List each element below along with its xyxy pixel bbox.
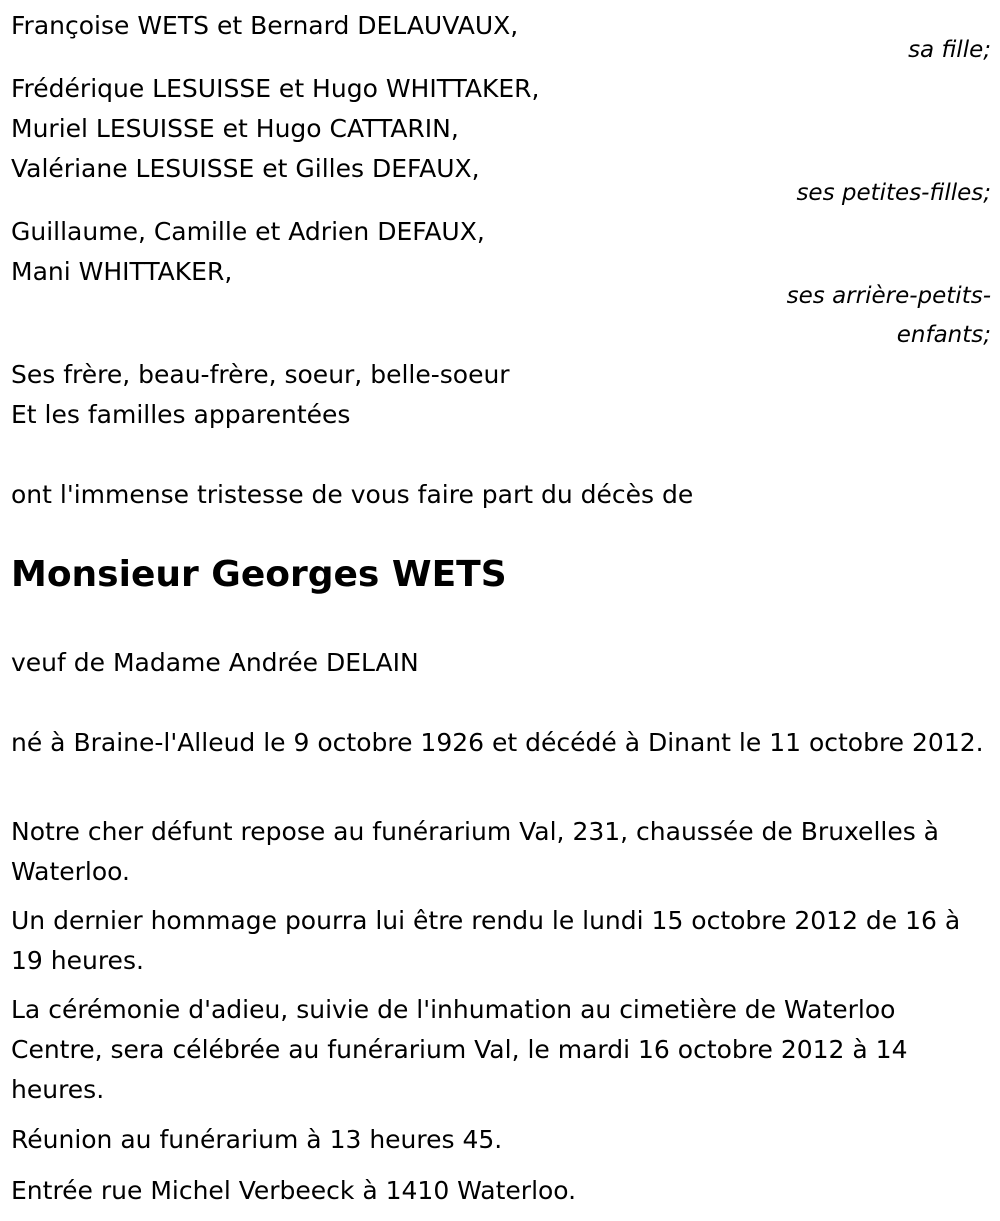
granddaughter-line-2: Muriel LESUISSE et Hugo CATTARIN, [11,114,459,143]
announcement-line: ont l'immense tristesse de vous faire part du décès de [11,480,694,509]
daughter-role: sa fille; [908,37,991,63]
deceased-name: Monsieur Georges WETS [11,554,507,595]
granddaughters-role: ses petites-filles; [796,180,991,206]
daughter-line: Françoise WETS et Bernard DELAUVAUX, [11,11,519,40]
tribute-paragraph: Un dernier hommage pourra lui être rendu le lundi 15 octobre 2012 de 16 à 19 heures. [11,906,961,975]
granddaughter-line-3: Valériane LESUISSE et Gilles DEFAUX, [11,154,480,183]
great-grandchildren-role-line-2: enfants; [896,322,991,348]
birth-death-paragraph: né à Braine-l'Alleud le 9 octobre 1926 et décédé à Dinant le 11 octobre 2012. [11,728,984,757]
rest-place-paragraph: Notre cher défunt repose au funérarium Val, 231, chaussée de Bruxelles à Waterloo. [11,817,940,886]
great-grandchildren-role-line-1: ses arrière-petits- [786,283,991,309]
siblings-line: Ses frère, beau-frère, soeur, belle-soeur [11,360,510,389]
entrance-paragraph: Entrée rue Michel Verbeeck à 1410 Waterloo. [11,1176,577,1205]
great-grandchildren-line-1: Guillaume, Camille et Adrien DEFAUX, [11,217,485,246]
ceremony-paragraph: La cérémonie d'adieu, suivie de l'inhumation au cimetière de Waterloo Centre, sera célébrée au funérarium Val, le mardi 16 octobre 2012 à 14 heures. [11,995,908,1104]
relatives-line: Et les familles apparentées [11,400,351,429]
widower-line: veuf de Madame Andrée DELAIN [11,648,419,677]
granddaughter-line-1: Frédérique LESUISSE et Hugo WHITTAKER, [11,74,540,103]
great-grandchildren-line-2: Mani WHITTAKER, [11,257,233,286]
meeting-paragraph: Réunion au funérarium à 13 heures 45. [11,1125,503,1154]
